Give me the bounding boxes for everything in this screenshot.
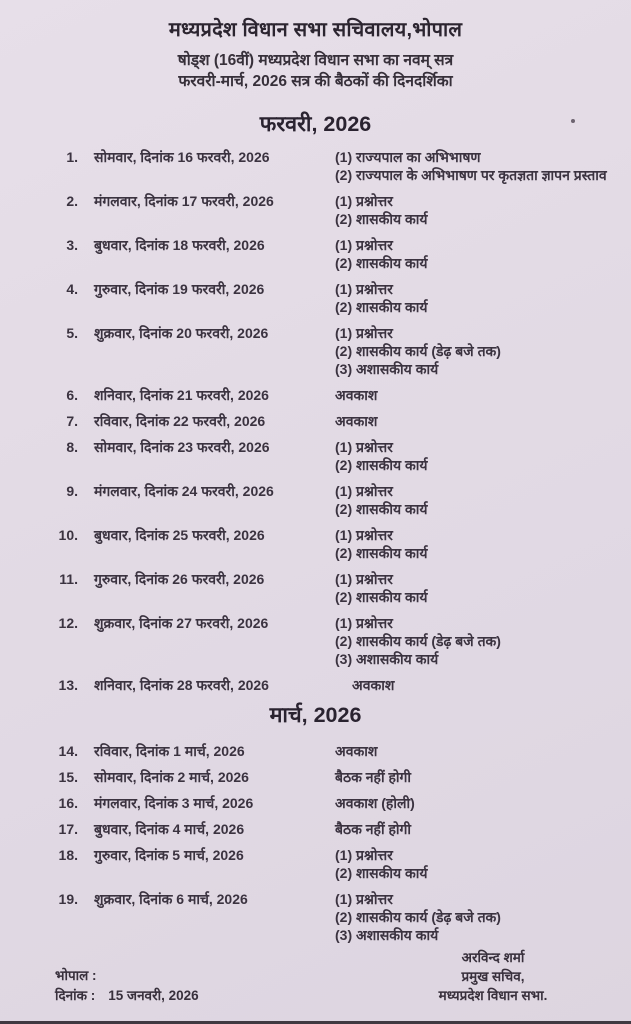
schedule-row (0, 846, 631, 882)
footer-place-line (55, 966, 199, 986)
date-label: दिनांक : (55, 987, 96, 1003)
agenda-item: अवकाश (335, 413, 378, 429)
agenda-item: (2) शासकीय कार्य (335, 299, 428, 315)
row-agenda (335, 768, 631, 786)
agenda-item: बैठक नहीं होगी (335, 821, 412, 837)
schedule-row (0, 482, 631, 518)
row-serial-number: 18. (58, 847, 78, 863)
row-day-date: शुक्रवार, दिनांक 27 फरवरी, 2026 (94, 615, 269, 631)
schedule-row (0, 742, 631, 760)
row-agenda (335, 386, 631, 404)
row-serial-number: 5. (66, 325, 78, 341)
agenda-item: (1) प्रश्नोत्तर (335, 193, 393, 209)
schedule-row (0, 768, 631, 786)
row-day-date: सोमवार, दिनांक 2 मार्च, 2026 (94, 769, 249, 785)
agenda-item: (1) प्रश्नोत्तर (335, 281, 393, 297)
agenda-item: अवकाश (335, 743, 378, 759)
row-agenda (335, 614, 631, 668)
row-serial-number: 12. (58, 615, 78, 631)
agenda-item: (1) प्रश्नोत्तर (335, 483, 393, 499)
row-serial-number: 16. (58, 795, 78, 811)
schedule-row (0, 794, 631, 812)
footer-date-line (55, 986, 199, 1006)
row-serial-number: 14. (58, 743, 78, 759)
schedule-row (0, 438, 631, 474)
schedule-row (0, 570, 631, 606)
row-serial-number: 1. (66, 149, 78, 165)
row-serial-number: 13. (58, 677, 78, 693)
document-header (0, 0, 631, 92)
row-agenda (335, 570, 631, 606)
row-agenda (335, 412, 631, 430)
agenda-item: (1) प्रश्नोत्तर (335, 237, 393, 253)
agenda-item: (2) राज्यपाल के अभिभाषण पर कृतज्ञता ज्ञापन प्रस्ताव (335, 167, 607, 183)
row-agenda (335, 742, 631, 760)
agenda-item: (1) प्रश्नोत्तर (335, 615, 393, 631)
agenda-item: (1) प्रश्नोत्तर (335, 527, 393, 543)
row-day-date: रविवार, दिनांक 22 फरवरी, 2026 (94, 413, 266, 429)
footer-place-date (55, 966, 199, 1005)
row-day-date: बुधवार, दिनांक 18 फरवरी, 2026 (94, 237, 265, 253)
row-serial-number: 10. (58, 527, 78, 543)
row-serial-number: 8. (66, 439, 78, 455)
agenda-item: (2) शासकीय कार्य (335, 589, 428, 605)
agenda-item: अवकाश (335, 387, 378, 403)
agenda-item: (1) प्रश्नोत्तर (335, 325, 393, 341)
place-label: भोपाल : (55, 968, 97, 983)
agenda-item: (2) शासकीय कार्य (335, 457, 428, 473)
signatory-title: प्रमुख सचिव, (461, 969, 525, 984)
schedule-row (0, 526, 631, 562)
document-subtitle-session: षोड्श (16वीं) मध्यप्रदेश विधान सभा का नवम् सत्र (177, 52, 454, 69)
month-heading: फरवरी, 2026 (259, 112, 372, 136)
agenda-item: (2) शासकीय कार्य (335, 865, 428, 881)
row-agenda (335, 794, 631, 812)
schedule-sections (0, 111, 631, 944)
row-agenda (335, 846, 631, 882)
row-serial-number: 15. (58, 769, 78, 785)
agenda-item: बैठक नहीं होगी (335, 769, 412, 785)
row-agenda (335, 676, 631, 694)
row-agenda (335, 820, 631, 838)
row-agenda (335, 526, 631, 562)
row-serial-number: 11. (59, 571, 78, 587)
row-day-date: शुक्रवार, दिनांक 20 फरवरी, 2026 (94, 325, 269, 341)
agenda-item: (1) प्रश्नोत्तर (335, 571, 393, 587)
signatory-organization: मध्यप्रदेश विधान सभा. (438, 988, 548, 1003)
month-rows (0, 742, 631, 944)
row-day-date: मंगलवार, दिनांक 24 फरवरी, 2026 (94, 483, 274, 499)
schedule-row (0, 412, 631, 430)
row-day-date: बुधवार, दिनांक 25 फरवरी, 2026 (94, 527, 265, 543)
row-serial-number: 3. (66, 237, 78, 253)
row-agenda (335, 324, 631, 378)
row-day-date: शुक्रवार, दिनांक 6 मार्च, 2026 (94, 891, 248, 907)
row-day-date: मंगलवार, दिनांक 3 मार्च, 2026 (94, 795, 254, 811)
row-serial-number: 7. (66, 413, 78, 429)
agenda-item: (3) अशासकीय कार्य (335, 651, 439, 667)
agenda-item: (1) प्रश्नोत्तर (335, 439, 393, 455)
row-serial-number: 9. (66, 483, 78, 499)
row-agenda (335, 890, 631, 944)
row-agenda (335, 280, 631, 316)
schedule-row (0, 614, 631, 668)
row-agenda (335, 438, 631, 474)
row-serial-number: 2. (66, 193, 78, 209)
month-section (0, 702, 631, 944)
row-serial-number: 4. (66, 281, 78, 297)
row-agenda (335, 482, 631, 518)
row-serial-number: 17. (58, 821, 78, 837)
schedule-row (0, 280, 631, 316)
row-agenda (335, 192, 631, 228)
row-day-date: गुरुवार, दिनांक 19 फरवरी, 2026 (94, 281, 265, 297)
document-title: मध्यप्रदेश विधान सभा सचिवालय,भोपाल (168, 19, 463, 41)
row-serial-number: 6. (66, 387, 78, 403)
schedule-row (0, 890, 631, 944)
schedule-row (0, 192, 631, 228)
month-heading: मार्च, 2026 (269, 703, 362, 727)
row-serial-number: 19. (58, 891, 78, 907)
schedule-row (0, 148, 631, 184)
agenda-item: (1) राज्यपाल का अभिभाषण (335, 149, 481, 165)
date-value: 15 जनवरी, 2026 (108, 987, 199, 1003)
agenda-item: (2) शासकीय कार्य (335, 545, 428, 561)
document-subtitle-calendar: फरवरी-मार्च, 2026 सत्र की बैठकों की दिनदर्शिका (178, 73, 453, 90)
row-day-date: शनिवार, दिनांक 28 फरवरी, 2026 (94, 677, 269, 693)
agenda-item: (2) शासकीय कार्य (डेढ़ बजे तक) (335, 633, 501, 649)
month-rows (0, 148, 631, 694)
agenda-item: (2) शासकीय कार्य (335, 211, 428, 227)
agenda-item: अवकाश (होली) (335, 795, 415, 811)
signatory-name: अरविन्द शर्मा (461, 950, 525, 965)
agenda-item: अवकाश (352, 677, 395, 693)
agenda-item: (2) शासकीय कार्य (335, 255, 428, 271)
scan-speck (571, 119, 575, 123)
schedule-row (0, 236, 631, 272)
row-day-date: मंगलवार, दिनांक 17 फरवरी, 2026 (94, 193, 274, 209)
agenda-item: (1) प्रश्नोत्तर (335, 891, 393, 907)
schedule-row (0, 676, 631, 694)
agenda-item: (3) अशासकीय कार्य (335, 927, 439, 943)
agenda-item: (2) शासकीय कार्य (डेढ़ बजे तक) (335, 343, 501, 359)
row-day-date: शनिवार, दिनांक 21 फरवरी, 2026 (94, 387, 269, 403)
row-day-date: गुरुवार, दिनांक 26 फरवरी, 2026 (94, 571, 265, 587)
schedule-row (0, 386, 631, 404)
agenda-item: (2) शासकीय कार्य (335, 501, 428, 517)
row-agenda (335, 148, 631, 184)
agenda-item: (1) प्रश्नोत्तर (335, 847, 393, 863)
row-day-date: रविवार, दिनांक 1 मार्च, 2026 (94, 743, 245, 759)
signature-block (393, 948, 593, 1005)
row-agenda (335, 236, 631, 272)
schedule-row (0, 820, 631, 838)
row-day-date: सोमवार, दिनांक 23 फरवरी, 2026 (94, 439, 270, 455)
schedule-row (0, 324, 631, 378)
row-day-date: सोमवार, दिनांक 16 फरवरी, 2026 (94, 149, 270, 165)
row-day-date: गुरुवार, दिनांक 5 मार्च, 2026 (94, 847, 244, 863)
agenda-item: (3) अशासकीय कार्य (335, 361, 439, 377)
row-day-date: बुधवार, दिनांक 4 मार्च, 2026 (94, 821, 245, 837)
month-section (0, 111, 631, 694)
agenda-item: (2) शासकीय कार्य (डेढ़ बजे तक) (335, 909, 501, 925)
